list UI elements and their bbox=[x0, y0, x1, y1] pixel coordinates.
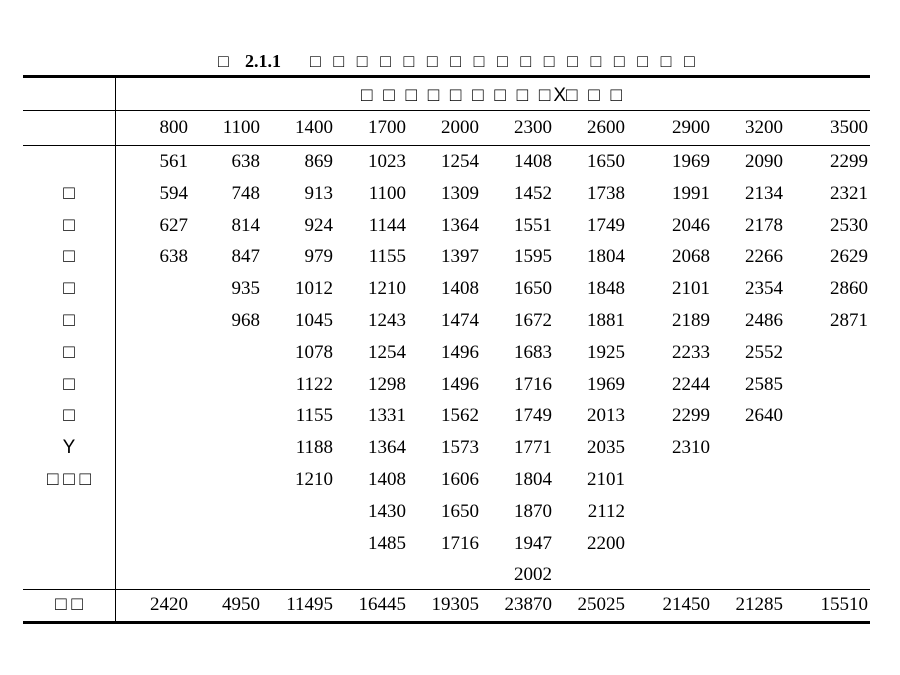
table-cell: 2002 bbox=[514, 564, 552, 585]
x-variable: X bbox=[553, 85, 567, 106]
table-cell: 2101 bbox=[587, 469, 625, 490]
column-header: 1100 bbox=[222, 117, 260, 138]
table-cell: 1023 bbox=[368, 151, 406, 172]
header-rule bbox=[23, 110, 870, 111]
y-stub-char: □ bbox=[63, 215, 75, 236]
table-title bbox=[0, 48, 900, 74]
table-cell: 979 bbox=[304, 246, 333, 267]
table-cell: 2134 bbox=[745, 183, 783, 204]
table-cell: 924 bbox=[304, 215, 333, 236]
total-cell: 19305 bbox=[431, 594, 479, 615]
stub-divider bbox=[115, 78, 116, 621]
y-stub-char: □ bbox=[63, 374, 75, 395]
y-stub-char: □ bbox=[63, 342, 75, 363]
table-cell: 1650 bbox=[441, 501, 479, 522]
table-cell: 2552 bbox=[745, 342, 783, 363]
total-cell: 21450 bbox=[662, 594, 710, 615]
table-cell: 1452 bbox=[514, 183, 552, 204]
table-cell: 2860 bbox=[830, 278, 868, 299]
table-cell: 2200 bbox=[587, 533, 625, 554]
y-stub-char: □ bbox=[63, 183, 75, 204]
total-cell: 4950 bbox=[222, 594, 260, 615]
table-cell: 1925 bbox=[587, 342, 625, 363]
table-cell: 1969 bbox=[587, 374, 625, 395]
table-cell: 2233 bbox=[672, 342, 710, 363]
table-cell: 814 bbox=[231, 215, 260, 236]
table-cell: 1496 bbox=[441, 342, 479, 363]
table-cell: 2035 bbox=[587, 437, 625, 458]
table-cell: 638 bbox=[231, 151, 260, 172]
table-cell: 1408 bbox=[514, 151, 552, 172]
table-cell: 1122 bbox=[295, 374, 333, 395]
total-cell: 2420 bbox=[150, 594, 188, 615]
table-cell: 1254 bbox=[368, 342, 406, 363]
table-cell: 2266 bbox=[745, 246, 783, 267]
table-cell: 2310 bbox=[672, 437, 710, 458]
table-cell: 1650 bbox=[587, 151, 625, 172]
table-cell: 2299 bbox=[672, 405, 710, 426]
table-cell: 1210 bbox=[368, 278, 406, 299]
table-cell: 935 bbox=[231, 278, 260, 299]
table-cell: 1397 bbox=[441, 246, 479, 267]
table-cell: 2189 bbox=[672, 310, 710, 331]
table-cell: 2871 bbox=[830, 310, 868, 331]
table-cell: 1408 bbox=[441, 278, 479, 299]
table-cell: 1573 bbox=[441, 437, 479, 458]
table-cell: 2486 bbox=[745, 310, 783, 331]
table-cell: 1595 bbox=[514, 246, 552, 267]
table-cell: 1716 bbox=[441, 533, 479, 554]
table-cell: 1804 bbox=[587, 246, 625, 267]
x-group-text: □ □ □ □ □ □ □ □ □ bbox=[361, 85, 554, 106]
table-cell: 1881 bbox=[587, 310, 625, 331]
table-cell: 1364 bbox=[441, 215, 479, 236]
table-cell: 1672 bbox=[514, 310, 552, 331]
table-cell: 1496 bbox=[441, 374, 479, 395]
totals-rule bbox=[23, 589, 870, 590]
table-cell: 2090 bbox=[745, 151, 783, 172]
total-cell: 11495 bbox=[286, 594, 333, 615]
table-cell: 1650 bbox=[514, 278, 552, 299]
top-rule bbox=[23, 75, 870, 78]
table-cell: 1969 bbox=[672, 151, 710, 172]
table-cell: 1254 bbox=[441, 151, 479, 172]
table-cell: 1243 bbox=[368, 310, 406, 331]
table-cell: 2101 bbox=[672, 278, 710, 299]
table-cell: 1309 bbox=[441, 183, 479, 204]
table-cell: 2530 bbox=[830, 215, 868, 236]
table-cell: 1430 bbox=[368, 501, 406, 522]
table-cell: 1606 bbox=[441, 469, 479, 490]
y-stub-char: □ bbox=[63, 405, 75, 426]
column-header: 800 bbox=[159, 117, 188, 138]
table-number: 2.1.1 bbox=[245, 51, 281, 71]
y-stub-char: □ □ □ bbox=[47, 469, 91, 490]
table-cell: 869 bbox=[304, 151, 333, 172]
table-cell: 2354 bbox=[745, 278, 783, 299]
table-cell: 1848 bbox=[587, 278, 625, 299]
table-cell: 1562 bbox=[441, 405, 479, 426]
column-header: 2000 bbox=[441, 117, 479, 138]
table-cell: 1078 bbox=[295, 342, 333, 363]
table-cell: 1155 bbox=[368, 246, 406, 267]
table-cell: 2046 bbox=[672, 215, 710, 236]
table-cell: 748 bbox=[231, 183, 260, 204]
table-cell: 1474 bbox=[441, 310, 479, 331]
x-group-header bbox=[116, 84, 870, 108]
table-cell: 1738 bbox=[587, 183, 625, 204]
table-cell: 1100 bbox=[368, 183, 406, 204]
table-cell: 1155 bbox=[295, 405, 333, 426]
table-cell: 1012 bbox=[295, 278, 333, 299]
table-cell: 2585 bbox=[745, 374, 783, 395]
table-cell: 1144 bbox=[368, 215, 406, 236]
column-header: 1400 bbox=[295, 117, 333, 138]
table-cell: 1716 bbox=[514, 374, 552, 395]
total-cell: 21285 bbox=[735, 594, 783, 615]
total-cell: 15510 bbox=[820, 594, 868, 615]
x-group-suffix: □ □ □ bbox=[566, 85, 625, 106]
table-cell: 1298 bbox=[368, 374, 406, 395]
table-cell: 2068 bbox=[672, 246, 710, 267]
table-cell: 1947 bbox=[514, 533, 552, 554]
table-cell: 1749 bbox=[514, 405, 552, 426]
table-cell: 1749 bbox=[587, 215, 625, 236]
total-cell: 16445 bbox=[358, 594, 406, 615]
table-cell: 561 bbox=[159, 151, 188, 172]
table-cell: 594 bbox=[159, 183, 188, 204]
table-cell: 1485 bbox=[368, 533, 406, 554]
columns-rule bbox=[23, 145, 870, 146]
table-cell: 1331 bbox=[368, 405, 406, 426]
table-cell: 1408 bbox=[368, 469, 406, 490]
table-cell: 1364 bbox=[368, 437, 406, 458]
table-cell: 2013 bbox=[587, 405, 625, 426]
table-cell: 2112 bbox=[587, 501, 625, 522]
table-cell: 1870 bbox=[514, 501, 552, 522]
column-header: 3500 bbox=[830, 117, 868, 138]
column-header: 1700 bbox=[368, 117, 406, 138]
totals-label: □ □ bbox=[55, 594, 83, 615]
total-cell: 25025 bbox=[577, 594, 625, 615]
table-cell: 1045 bbox=[295, 310, 333, 331]
table-cell: 1683 bbox=[514, 342, 552, 363]
table-cell: 2244 bbox=[672, 374, 710, 395]
table-cell: 638 bbox=[159, 246, 188, 267]
total-cell: 23870 bbox=[504, 594, 552, 615]
table-cell: 1991 bbox=[672, 183, 710, 204]
table-title-prefix: □ bbox=[218, 51, 229, 71]
y-stub-char: □ bbox=[63, 278, 75, 299]
table-cell: 2321 bbox=[830, 183, 868, 204]
table-cell: 1804 bbox=[514, 469, 552, 490]
table-cell: 847 bbox=[231, 246, 260, 267]
table-cell: 1210 bbox=[295, 469, 333, 490]
table-cell: 2629 bbox=[830, 246, 868, 267]
y-stub-char: □ bbox=[63, 246, 75, 267]
bottom-rule bbox=[23, 621, 870, 624]
y-stub-char: □ bbox=[63, 310, 75, 331]
table-cell: 913 bbox=[304, 183, 333, 204]
table-cell: 2299 bbox=[830, 151, 868, 172]
table-cell: 1771 bbox=[514, 437, 552, 458]
table-cell: 627 bbox=[159, 215, 188, 236]
table-cell: 2640 bbox=[745, 405, 783, 426]
column-header: 2600 bbox=[587, 117, 625, 138]
y-variable-label: Y bbox=[62, 437, 76, 458]
table-cell: 1188 bbox=[295, 437, 333, 458]
column-header: 2300 bbox=[514, 117, 552, 138]
table-cell: 968 bbox=[231, 310, 260, 331]
table-cell: 2178 bbox=[745, 215, 783, 236]
table-caption: □ □ □ □ □ □ □ □ □ □ □ □ □ □ □ □ □ bbox=[310, 51, 699, 71]
column-header: 3200 bbox=[745, 117, 783, 138]
table-cell: 1551 bbox=[514, 215, 552, 236]
column-header: 2900 bbox=[672, 117, 710, 138]
